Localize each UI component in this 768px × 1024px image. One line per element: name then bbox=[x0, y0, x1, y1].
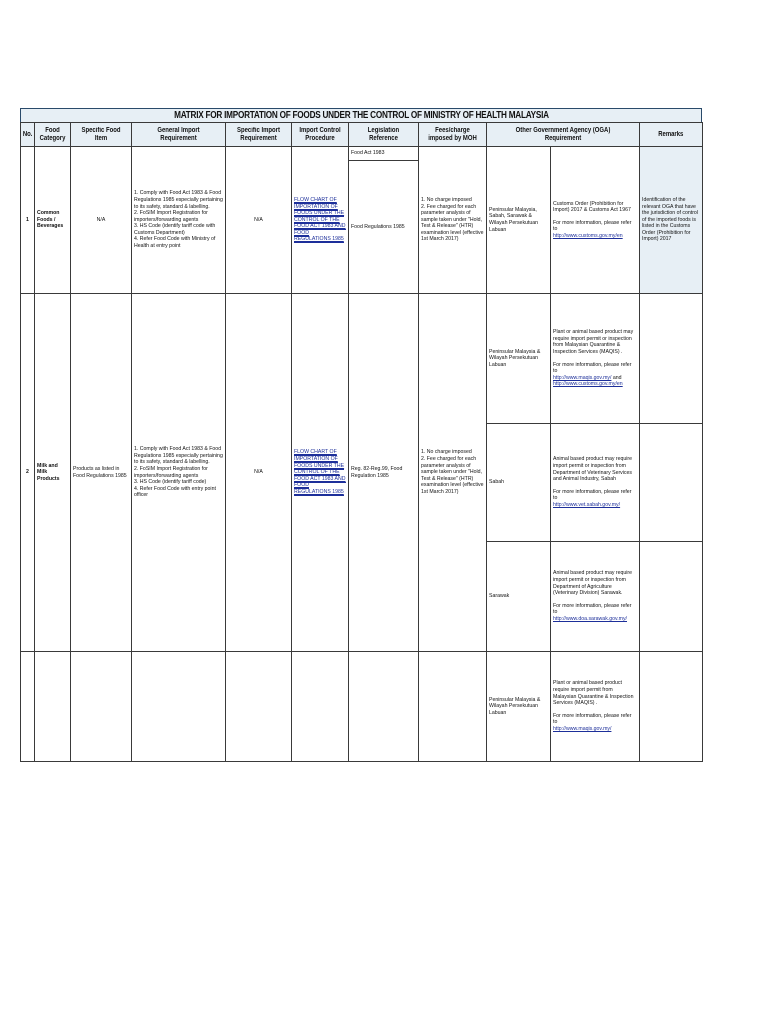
row3-specific-import bbox=[226, 652, 292, 762]
table-row bbox=[21, 147, 703, 161]
row2-oga-info-2: For more information, please refer to bbox=[553, 488, 632, 502]
row2-oga-link-1b[interactable]: http://www.customs.gov.my/en bbox=[553, 381, 623, 388]
row2-oga-link-3[interactable]: http://www.doa.sarawak.gov.my/ bbox=[553, 615, 627, 622]
header-general-import: General Import Requirement bbox=[132, 123, 226, 147]
row3-oga-info: For more information, please refer to bbox=[553, 712, 632, 726]
header-food-category: Food Category bbox=[35, 123, 71, 147]
header-specific-food-item: Specific Food Item bbox=[71, 123, 132, 147]
header-fees: Fees/charge imposed by MOH bbox=[419, 123, 487, 147]
row2-remarks-2 bbox=[640, 424, 703, 542]
row3-fees bbox=[419, 652, 487, 762]
row1-legislation: Food Regulations 1985 bbox=[349, 161, 419, 294]
header-row bbox=[21, 123, 703, 147]
row2-legislation: Reg. 82-Reg.99, Food Regulation 1985 bbox=[349, 294, 419, 652]
matrix-title: MATRIX FOR IMPORTATION OF FOODS UNDER THE CONTROL OF MINISTRY OF HEALTH MALAYSIA bbox=[20, 108, 702, 123]
row3-general-requirement bbox=[132, 652, 226, 762]
row3-specific-item bbox=[71, 652, 132, 762]
row2-oga-info-1: For more information, please refer to bbox=[553, 361, 632, 375]
row2-no: 2 bbox=[21, 294, 35, 652]
row2-oga-requirement-1 bbox=[551, 294, 640, 424]
header-import-control: Import Control Procedure bbox=[292, 123, 349, 147]
row1-no: 1 bbox=[21, 147, 35, 294]
row3-legislation bbox=[349, 652, 419, 762]
table-row bbox=[21, 294, 703, 424]
row2-oga-text-3: Animal based product may require import permit or inspection from Department of Agriculture (Veterinary Division) Sarawak. bbox=[553, 570, 633, 597]
row3-oga-text: Plant or animal based product require import permit from Malaysian Quarantine & Inspection Services (MAQIS) . bbox=[553, 680, 634, 707]
row1-oga-link[interactable]: http://www.customs.gov.my/en bbox=[553, 232, 623, 239]
row2-flow-chart-link[interactable]: FLOW CHART OF IMPORTATION OF FOODS UNDER THE CONTROL OF THE FOOD ACT 1983 AND FOOD REGULATIONS 1985 bbox=[294, 449, 346, 495]
row1-category: Common Foods / Beverages bbox=[35, 147, 71, 294]
row2-import-control bbox=[292, 294, 349, 652]
row2-oga-link-1[interactable]: http://www.maqis.gov.my/ bbox=[553, 374, 612, 381]
header-remarks: Remarks bbox=[640, 123, 703, 147]
row2-oga-info-3: For more information, please refer to bbox=[553, 602, 632, 616]
row2-oga-requirement-2 bbox=[551, 424, 640, 542]
row3-oga-link[interactable]: http://www.maqis.gov.my/ bbox=[553, 725, 612, 732]
row3-import-control bbox=[292, 652, 349, 762]
row3-no bbox=[21, 652, 35, 762]
header-no: No. bbox=[21, 123, 35, 147]
row2-specific-import: N/A bbox=[226, 294, 292, 652]
row2-oga-text-2: Animal based product may require import permit or inspection from Department of Veterinary Services and Animal Industry, Sabah bbox=[553, 456, 633, 483]
matrix-table bbox=[20, 122, 703, 762]
row1-oga-region: Peninsular Malaysia, Sabah, Sarawak & Wilayah Persekutuan Labuan bbox=[487, 147, 551, 294]
row2-remarks-3 bbox=[640, 542, 703, 652]
row2-oga-region-1: Peninsular Malaysia & Wilayah Persekutuan Labuan bbox=[487, 294, 551, 424]
row2-category: Milk and Milk Products bbox=[35, 294, 71, 652]
row1-legislation-top: Food Act 1983 bbox=[349, 147, 419, 161]
row1-remarks: Identification of the relevant OGA that have the jurisdiction of control of the imported foods is listed in the Customs Order (Prohibition for Import) 2017 bbox=[640, 147, 703, 294]
row2-oga-region-3: Sarawak bbox=[487, 542, 551, 652]
row2-fees: 1. No charge imposed 2. Fee charged for each parameter analysis of sample taken under "Hold, Test & Release" (HTR) examination level (effective 1st March 2017) bbox=[419, 294, 487, 652]
row2-specific-item: Products as listed in Food Regulations 1985 bbox=[71, 294, 132, 652]
row2-oga-text-1: Plant or animal based product may require import permit or inspection from Malaysian Quarantine & Inspection Services (MAQIS) . bbox=[553, 329, 634, 355]
row1-oga-requirement bbox=[551, 147, 640, 294]
header-oga: Other Government Agency (OGA) Requirement bbox=[487, 123, 640, 147]
row1-import-control bbox=[292, 147, 349, 294]
import-matrix bbox=[20, 108, 702, 763]
row2-oga-link-2[interactable]: http://www.vet.sabah.gov.my/ bbox=[553, 501, 621, 508]
row1-fees: 1. No charge imposed 2. Fee charged for each parameter analysis of sample taken under "Hold, Test & Release" (HTR) examination level (effective 1st March 2017) bbox=[419, 147, 487, 294]
row1-oga-text: Customs Order (Prohibition for Import) 2017 & Customs Act 1967 bbox=[553, 200, 631, 214]
header-legislation: Legislation Reference bbox=[349, 123, 419, 147]
row1-oga-info: For more information, please refer to bbox=[553, 219, 632, 233]
row1-specific-item: N/A bbox=[71, 147, 132, 294]
row2-remarks-1 bbox=[640, 294, 703, 424]
row3-remarks bbox=[640, 652, 703, 762]
row1-flow-chart-link[interactable]: FLOW CHART OF IMPORTATION OF FOODS UNDER THE CONTROL OF THE FOOD ACT 1983 AND FOOD REGULATIONS 1985 bbox=[294, 196, 346, 243]
row2-oga-region-2: Sabah bbox=[487, 424, 551, 542]
table-row bbox=[21, 652, 703, 762]
row3-oga-region: Peninsular Malaysia & Wilayah Persekutuan Labuan bbox=[487, 652, 551, 762]
row2-oga-and: and bbox=[612, 374, 622, 381]
row3-oga-requirement bbox=[551, 652, 640, 762]
row1-general-requirement: 1. Comply with Food Act 1983 & Food Regulations 1985 especially pertaining to its safety, standard & labelling. 2. FoSIM Import Registration for importers/forwarding agents 3. HS Code (identify tariff code with Customs Department) 4. Refer Food Code with Ministry of Health at entry point bbox=[132, 147, 226, 294]
row2-oga-requirement-3 bbox=[551, 542, 640, 652]
row1-specific-import: N/A bbox=[226, 147, 292, 294]
header-specific-import: Specific Import Requirement bbox=[226, 123, 292, 147]
row3-category bbox=[35, 652, 71, 762]
row2-general-requirement: 1. Comply with Food Act 1983 & Food Regulations 1985 especially pertaining to its safety, standard & labelling. 2. FoSIM Import Registration for importers/forwarding agents 3. HS Code (identify tariff code) 4. Refer Food Code with entry point officer bbox=[132, 294, 226, 652]
